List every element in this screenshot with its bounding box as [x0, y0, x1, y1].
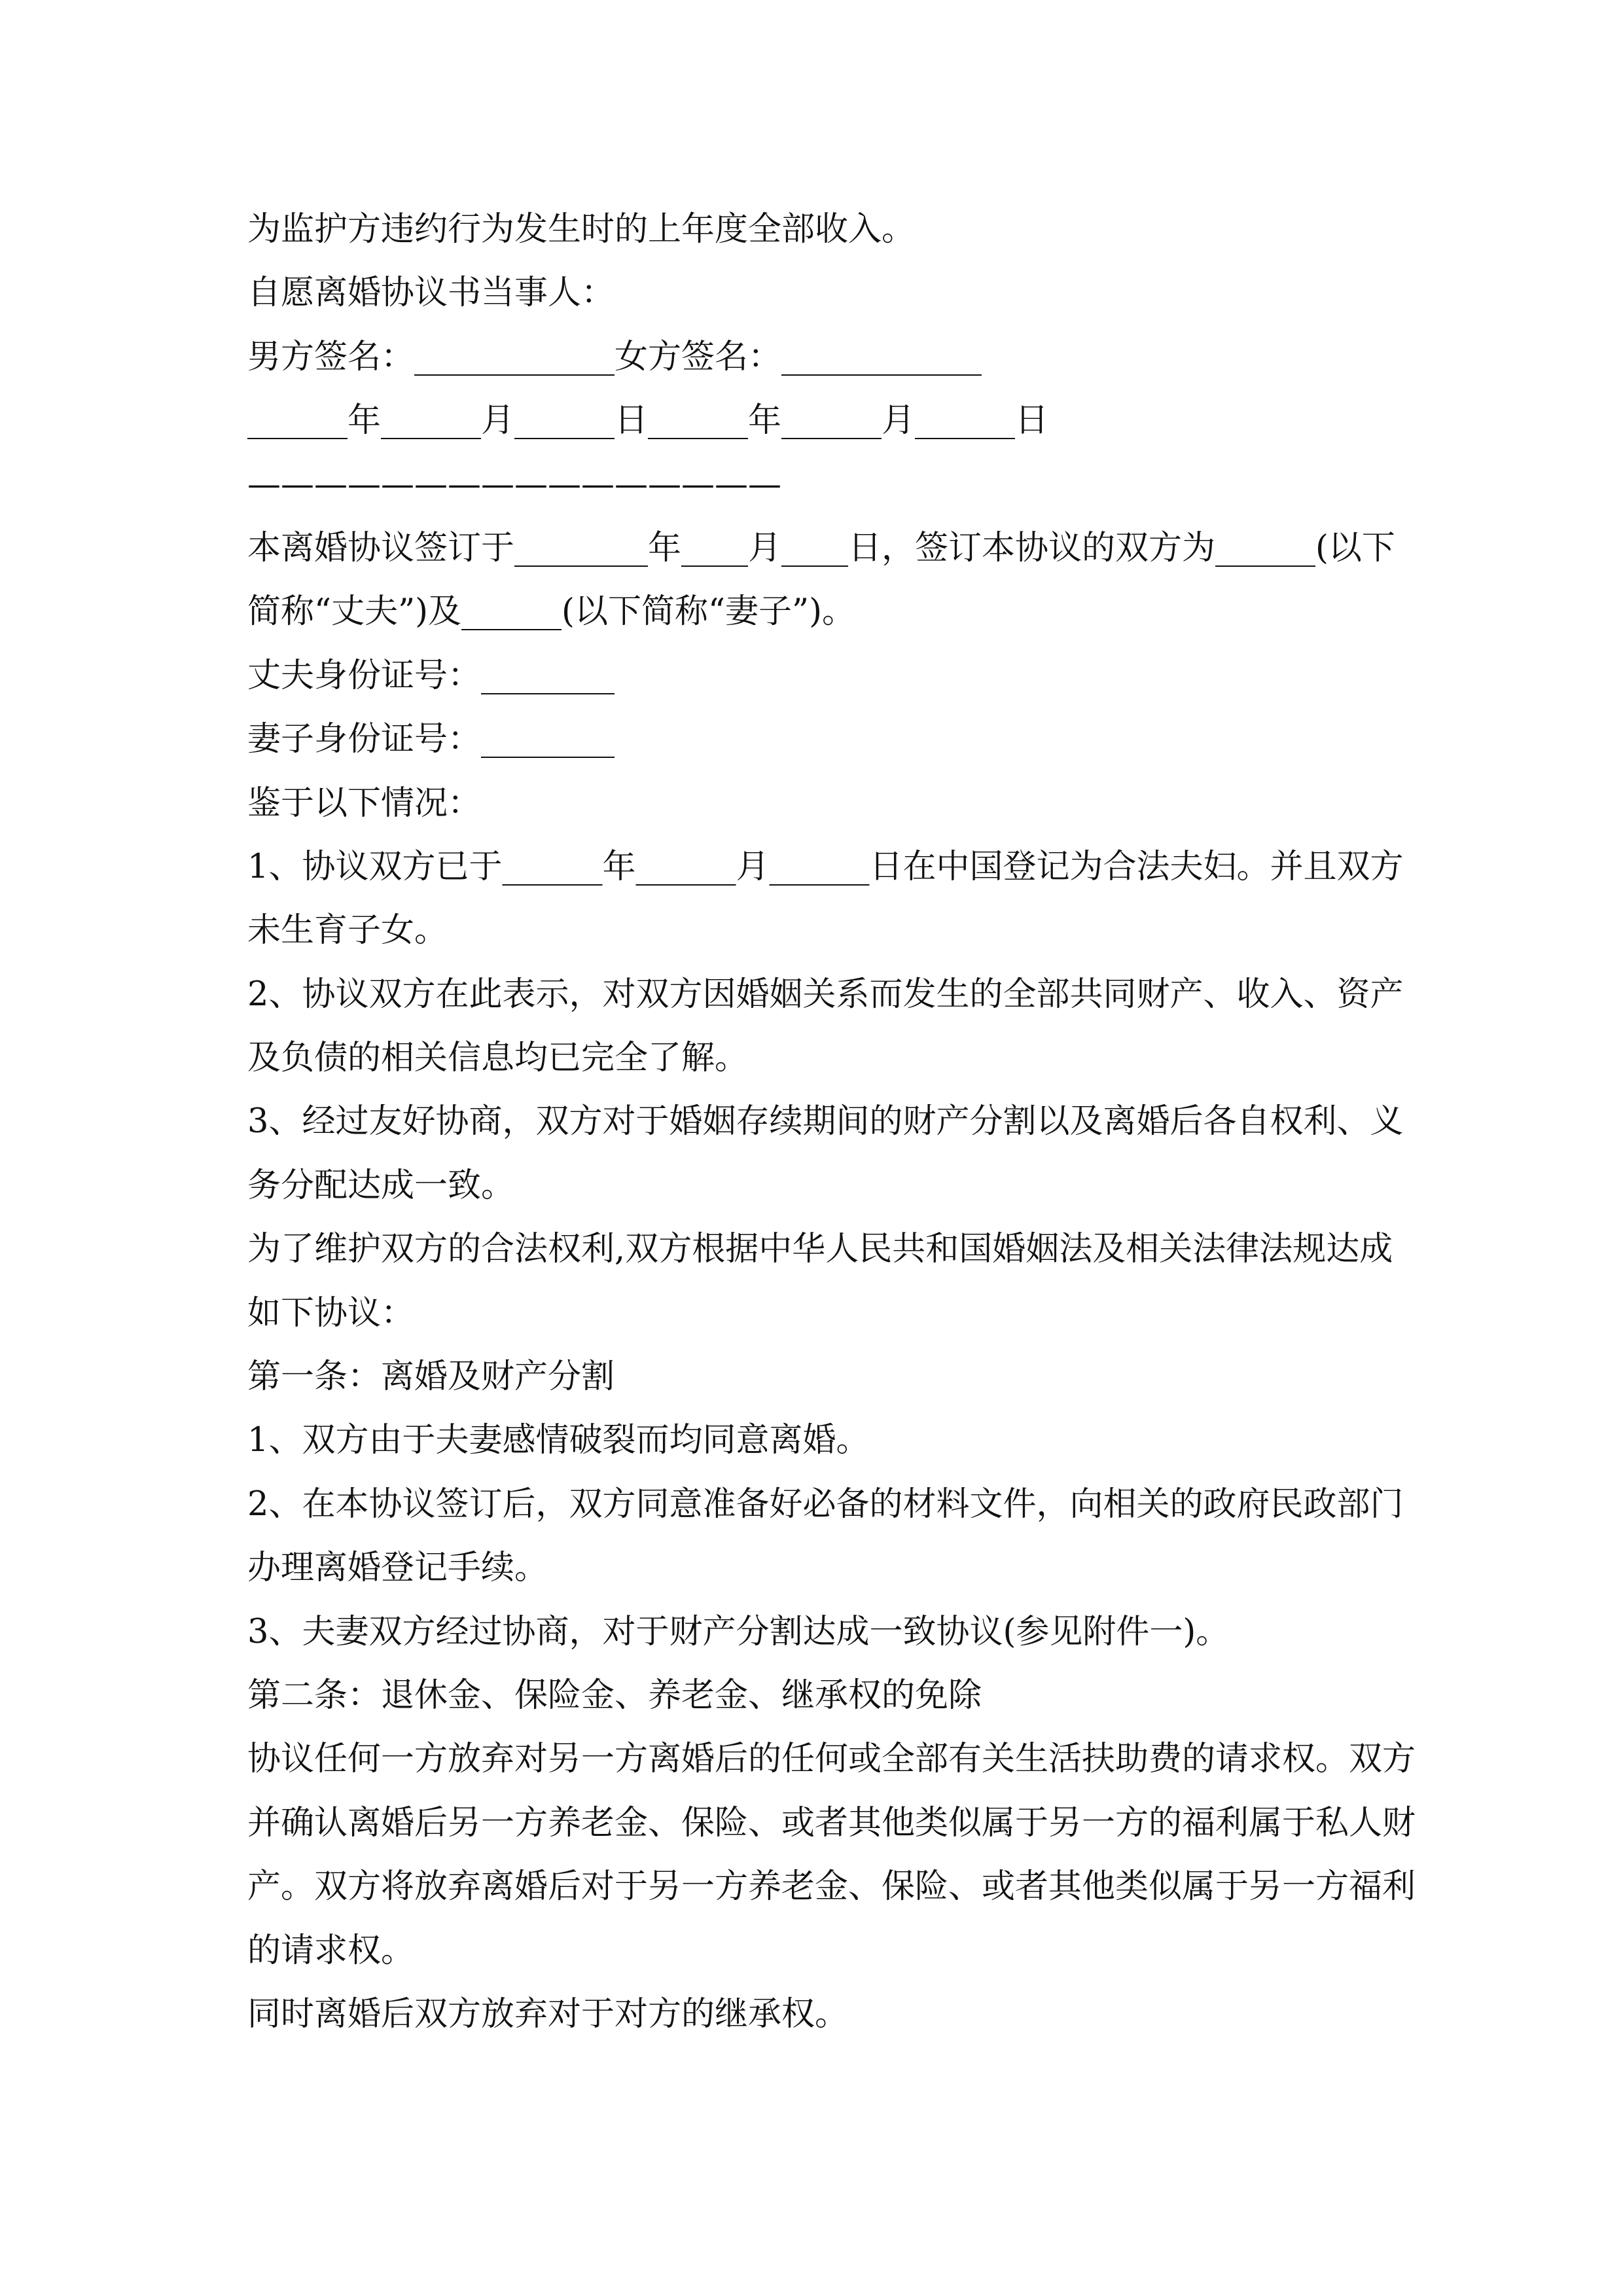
text-line: 产。双方将放弃离婚后对于另一方养老金、保险、或者其他类似属于另一方福利 [247, 1867, 1416, 1907]
text-line: 第二条：退休金、保险金、养老金、继承权的免除 [247, 1676, 982, 1715]
text-line: 自愿离婚协议书当事人： [247, 274, 615, 313]
text-line: 并确认离婚后另一方养老金、保险、或者其他类似属于另一方的福利属于私人财 [247, 1803, 1416, 1842]
text-line: ———————————————— [247, 465, 781, 504]
text-line: 务分配达成一致。 [247, 1166, 515, 1205]
text-line: 未生育子女。 [247, 911, 448, 950]
text-line: 丈夫身份证号：________ [247, 656, 615, 695]
text-line: 鉴于以下情况： [247, 783, 482, 823]
text-line: 3、经过友好协商，双方对于婚姻存续期间的财产分割以及离婚后各自权利、义 [247, 1102, 1404, 1141]
text-line: 男方签名：____________女方签名：____________ [247, 337, 982, 376]
text-line: 2、协议双方在此表示，对双方因婚姻关系而发生的全部共同财产、收入、资产 [247, 975, 1404, 1014]
text-line: 1、双方由于夫妻感情破裂而均同意离婚。 [247, 1421, 870, 1460]
text-line: 简称“丈夫”)及______(以下简称“妻子”)。 [247, 592, 855, 632]
text-line: 为了维护双方的合法权利,双方根据中华人民共和国婚姻法及相关法律法规达成 [247, 1230, 1393, 1269]
text-line: 协议任何一方放弃对另一方离婚后的任何或全部有关生活扶助费的请求权。双方 [247, 1740, 1416, 1779]
text-line: 办理离婚登记手续。 [247, 1549, 548, 1588]
text-line: 如下协议： [247, 1293, 415, 1333]
text-line: ______年______月______日______年______月______日 [247, 401, 1049, 440]
text-line: 同时离婚后双方放弃对于对方的继承权。 [247, 1994, 849, 2034]
text-line: 为监护方违约行为发生时的上年度全部收入。 [247, 210, 916, 249]
text-line: 本离婚协议签订于________年____月____日，签订本协议的双方为______(以下 [247, 528, 1395, 567]
text-line: 妻子身份证号：________ [247, 720, 615, 759]
text-line: 2、在本协议签订后，双方同意准备好必备的材料文件，向相关的政府民政部门 [247, 1484, 1404, 1524]
text-line: 第一条：离婚及财产分割 [247, 1357, 615, 1397]
document-page [247, 198, 1416, 2046]
text-line: 3、夫妻双方经过协商，对于财产分割达成一致协议(参见附件一)。 [247, 1612, 1230, 1651]
text-line: 的请求权。 [247, 1931, 415, 1970]
text-line: 1、协议双方已于______年______月______日在中国登记为合法夫妇。并且双方 [247, 847, 1404, 886]
text-line: 及负债的相关信息均已完全了解。 [247, 1039, 749, 1078]
